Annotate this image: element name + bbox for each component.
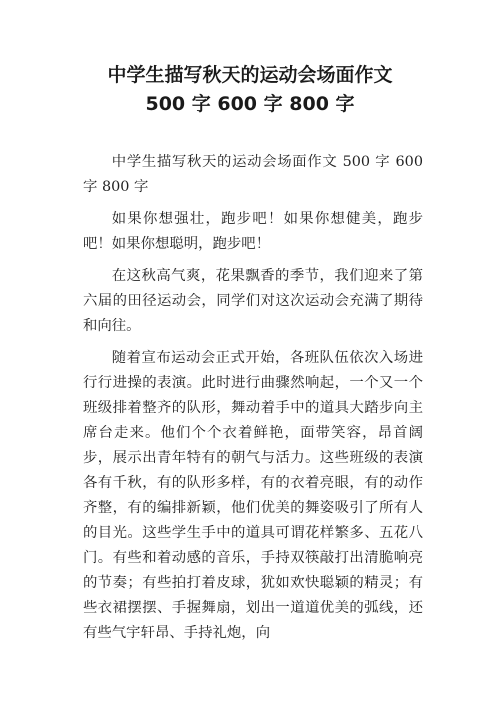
document-title-line-1: 中学生描写秋天的运动会场面作文 <box>107 64 393 86</box>
paragraph-1: 中学生描写秋天的运动会场面作文 500 字 600 字 800 字 <box>83 154 423 195</box>
paragraph-2: 如果你想强壮，跑步吧！如果你想健美，跑步吧！如果你想聪明，跑步吧！ <box>83 211 423 252</box>
paragraph-3: 在这秋高气爽，花果飘香的季节，我们迎来了第六届的田径运动会，同学们对这次运动会充满了期待和向往。 <box>83 268 423 334</box>
paragraph-4: 随着宣布运动会正式开始，各班队伍依次入场进行行进操的表演。此时进行曲骤然响起，一个又一个班级排着整齐的队形，舞动着手中的道具大踏步向主席台走来。他们个个衣着鲜艳，面带笑容，昂首阔步，展示出青年特有的朝气与活力。这些班级的表演各有千秋，有的队形多样，有的衣着亮眼，有的动作齐整，有的编排新颖，他们优美的舞姿吸引了所有人的目光。这些学生手中的道具可谓花样繁多、五花八门。有些和着动感的音乐，手持双筷敲打出清脆响亮的节奏；有些拍打着皮球，犹如欢快聪颖的精灵；有些衣裙摆摆、手握舞扇，划出一道道优美的弧线，还有些气宇轩昂、手持礼炮，向 <box>83 350 423 641</box>
document-body <box>83 150 423 646</box>
document-title-line-2: 500 字 600 字 800 字 <box>145 93 355 115</box>
